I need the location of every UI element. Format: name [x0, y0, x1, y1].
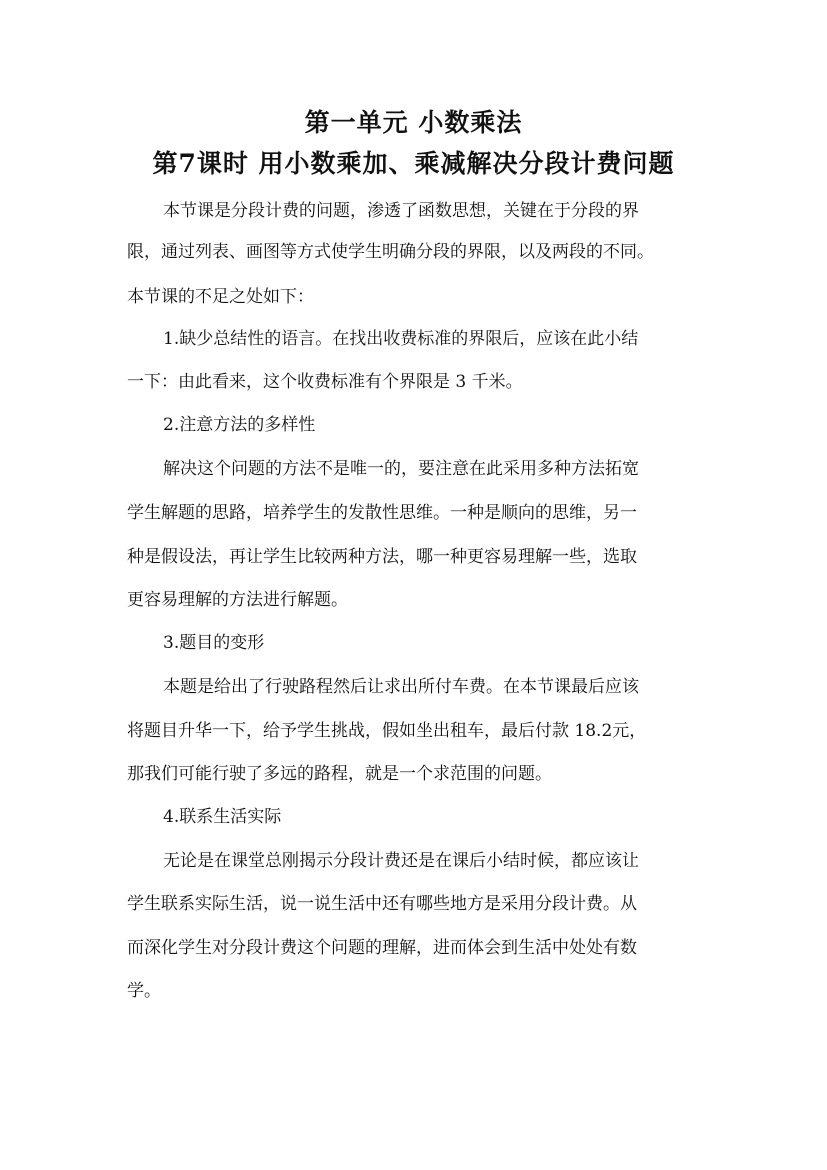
text-line: 学。	[127, 981, 161, 1001]
text-line: 解决这个问题的方法不是唯一的，要注意在此采用多种方法拓宽	[163, 459, 639, 479]
text-line: 本节课是分段计费的问题，渗透了函数思想，关键在于分段的界	[163, 201, 639, 221]
text-line: 一下：由此看来，这个收费标准有个界限是 3 千米。	[127, 372, 523, 392]
text-line: 将题目升华一下，给予学生挑战，假如坐出租车，最后付款 18.2元，	[127, 721, 647, 741]
section-heading: 3.题目的变形	[163, 633, 265, 653]
text-line: 本节课的不足之处如下：	[127, 287, 314, 307]
text-line: 种是假设法，再让学生比较两种方法，哪一种更容易理解一些，选取	[127, 547, 637, 567]
section-heading: 4.联系生活实际	[163, 807, 282, 827]
unit-title: 第一单元 小数乘法	[304, 108, 523, 137]
section-heading: 2.注意方法的多样性	[163, 415, 316, 435]
text-line: 本题是给出了行驶路程然后让求出所付车费。在本节课最后应该	[163, 677, 639, 697]
text-line: 1.缺少总结性的语言。在找出收费标准的界限后，应该在此小结	[163, 329, 639, 349]
text-line: 学生联系实际生活，说一说生活中还有哪些地方是采用分段计费。从	[127, 894, 637, 914]
text-line: 无论是在课堂总刚揭示分段计费还是在课后小结时候，都应该让	[163, 851, 639, 871]
text-line: 学生解题的思路，培养学生的发散性思维。一种是顺向的思维，另一	[127, 503, 637, 523]
text-line: 更容易理解的方法进行解题。	[127, 590, 348, 610]
lesson-title: 第7课时 用小数乘加、乘减解决分段计费问题	[152, 149, 675, 178]
text-line: 那我们可能行驶了多远的路程，就是一个求范围的问题。	[127, 764, 552, 784]
text-line: 而深化学生对分段计费这个问题的理解，进而体会到生活中处处有数	[127, 938, 637, 958]
text-line: 限，通过列表、画图等方式使学生明确分段的界限，以及两段的不同。	[127, 242, 654, 262]
